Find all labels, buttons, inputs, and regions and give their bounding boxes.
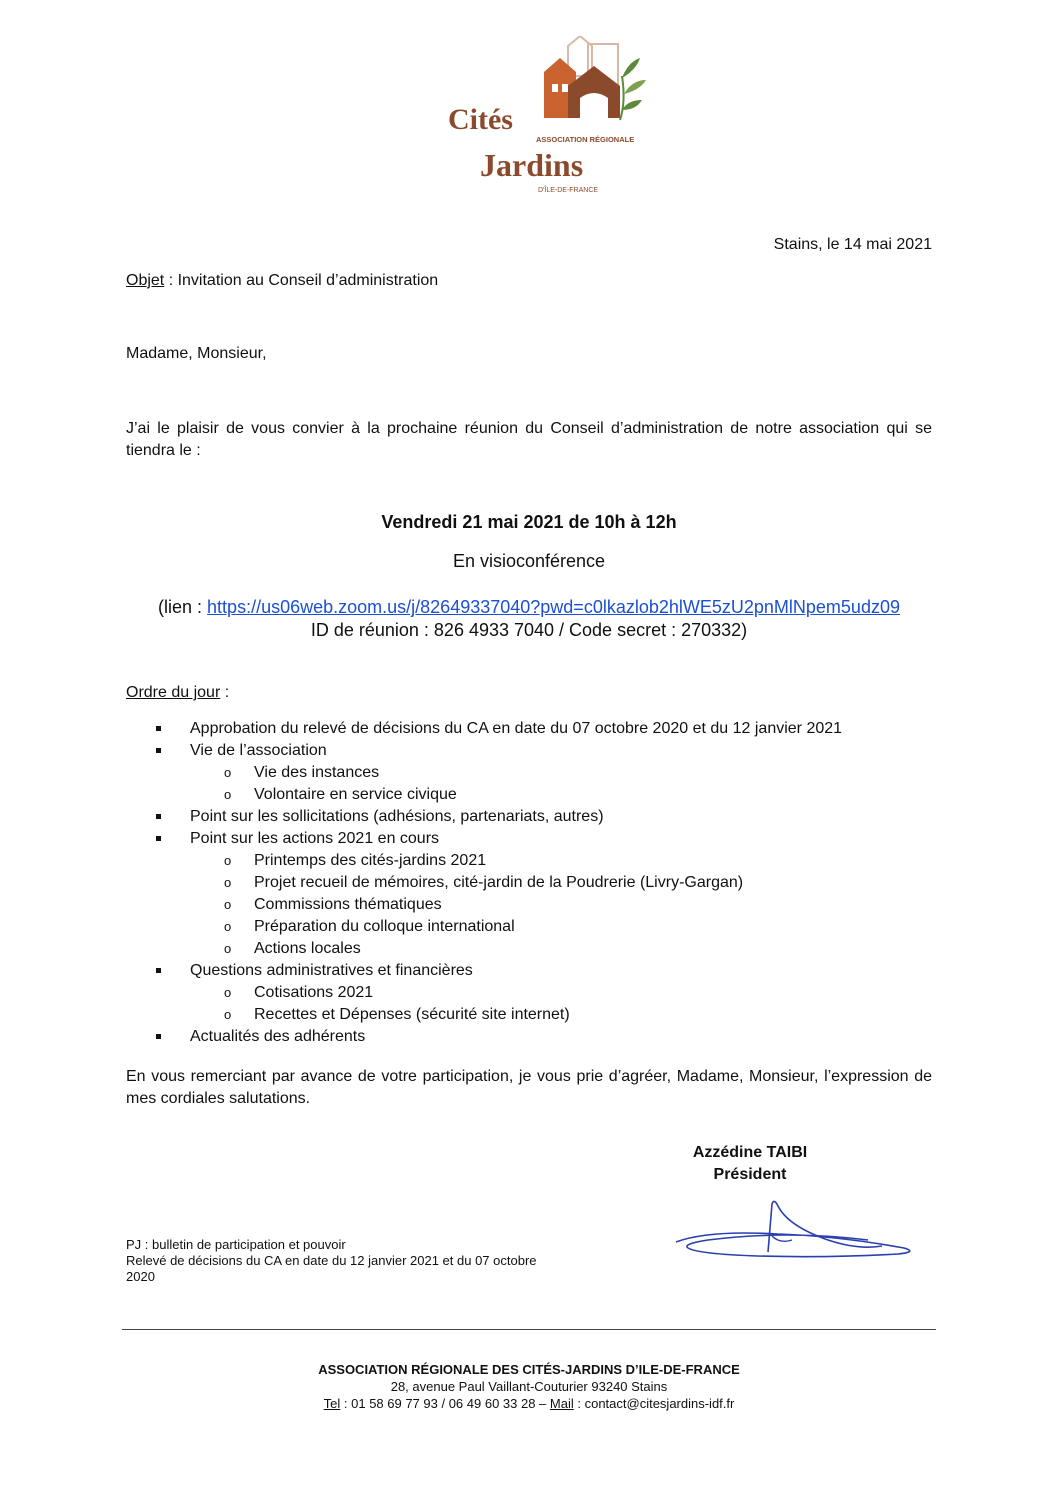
agenda-subitem-text: Volontaire en service civique — [254, 786, 457, 803]
agenda-subitem-text: Préparation du colloque international — [254, 918, 515, 935]
agenda-subitem — [126, 1004, 946, 1026]
circle-bullet-icon: o — [224, 853, 232, 868]
agenda-subitem-text: Printemps des cités-jardins 2021 — [254, 852, 487, 869]
agenda-item — [126, 960, 946, 982]
agenda-subitem-text: Actions locales — [254, 940, 361, 957]
mail-label: Mail — [549, 1396, 574, 1411]
footer — [0, 1361, 1058, 1412]
agenda-subitem-text: Projet recueil de mémoires, cité-jardin de la Poudrerie (Livry-Gargan) — [254, 874, 744, 891]
footer-address: 28, avenue Paul Vaillant-Couturier 93240 Stains — [390, 1379, 668, 1394]
agenda-item — [126, 828, 946, 850]
agenda-suffix: : — [220, 684, 230, 701]
square-bullet-icon — [156, 748, 161, 753]
logo-text-jardins: Jardins — [480, 147, 584, 183]
agenda-subitem — [126, 784, 946, 806]
closing-paragraph: En vous remerciant par avance de votre participation, je vous prie d’agréer, Madame, Monsieur, l’expression de mes cordiales salutations. — [126, 1068, 932, 1107]
agenda-subitem-text: Vie des instances — [254, 764, 380, 781]
logo-text-association: ASSOCIATION RÉGIONALE — [536, 135, 635, 144]
agenda-item — [126, 740, 946, 762]
agenda-subitem — [126, 762, 946, 784]
association-logo — [440, 36, 650, 206]
zoom-link[interactable]: https://us06web.zoom.us/j/82649337040?pwd=c0lkazlob2hlWE5zU2pnMlNpem5udz09 — [207, 597, 900, 617]
square-bullet-icon — [156, 836, 161, 841]
link-prefix: (lien : — [158, 597, 208, 617]
meeting-date: Vendredi 21 mai 2021 de 10h à 12h — [381, 512, 677, 532]
agenda-item-text: Vie de l’association — [190, 742, 327, 759]
footer-org: ASSOCIATION RÉGIONALE DES CITÉS-JARDINS D’ILE-DE-FRANCE — [318, 1362, 740, 1377]
square-bullet-icon — [156, 726, 161, 731]
circle-bullet-icon: o — [224, 919, 232, 934]
agenda-item-text: Approbation du relevé de décisions du CA en date du 07 octobre 2020 et du 12 janvier 2021 — [190, 720, 843, 737]
circle-bullet-icon: o — [224, 985, 232, 1000]
agenda-subitem — [126, 982, 946, 1004]
salutation: Madame, Monsieur, — [126, 345, 267, 362]
agenda-item — [126, 718, 946, 740]
handwritten-signature — [668, 1196, 920, 1268]
footer-contact — [0, 1395, 1058, 1412]
subject-text: : Invitation au Conseil d’administration — [164, 272, 439, 289]
attachment-item: PJ : bulletin de participation et pouvoir — [126, 1237, 346, 1252]
square-bullet-icon — [156, 814, 161, 819]
agenda-list — [126, 718, 946, 1048]
attachment-item: Relevé de décisions du CA en date du 12 janvier 2021 et du 07 octobre 2020 — [126, 1253, 537, 1284]
agenda-subitem-text: Cotisations 2021 — [254, 984, 374, 1001]
tel-value: : 01 58 69 77 93 / 06 49 60 33 28 – — [340, 1396, 550, 1411]
square-bullet-icon — [156, 968, 161, 973]
signatory-name: Azzédine TAIBI — [692, 1144, 808, 1161]
circle-bullet-icon: o — [224, 765, 232, 780]
logo-text-cites: Cités — [448, 103, 513, 136]
mail-value: : contact@citesjardins-idf.fr — [573, 1396, 735, 1411]
agenda-heading — [126, 684, 229, 702]
agenda-item-text: Questions administratives et financières — [190, 962, 473, 979]
circle-bullet-icon: o — [224, 897, 232, 912]
agenda-subitem — [126, 938, 946, 960]
meeting-ids: ID de réunion : 826 4933 7040 / Code secret : 270332) — [310, 620, 748, 640]
circle-bullet-icon: o — [224, 787, 232, 802]
agenda-label: Ordre du jour — [126, 684, 221, 701]
agenda-item-text: Point sur les sollicitations (adhésions, partenariats, autres) — [190, 808, 604, 825]
logo-text-region: D'ÎLE-DE-FRANCE — [538, 187, 599, 194]
agenda-subitem — [126, 850, 946, 872]
signatory-title: Président — [713, 1166, 787, 1183]
circle-bullet-icon: o — [224, 941, 232, 956]
subject-label: Objet — [126, 272, 165, 289]
signatory-block — [660, 1142, 840, 1186]
letter-subject — [126, 272, 438, 290]
footer-divider — [122, 1329, 936, 1330]
agenda-item — [126, 1026, 946, 1048]
square-bullet-icon — [156, 1034, 161, 1039]
tel-label: Tel — [323, 1396, 341, 1411]
agenda-subitem — [126, 894, 946, 916]
agenda-subitem — [126, 872, 946, 894]
agenda-item — [126, 806, 946, 828]
agenda-subitem-text: Commissions thématiques — [254, 896, 442, 913]
agenda-item-text: Point sur les actions 2021 en cours — [190, 830, 440, 847]
agenda-item-text: Actualités des adhérents — [190, 1028, 366, 1045]
agenda-subitem — [126, 916, 946, 938]
intro-paragraph: J’ai le plaisir de vous convier à la prochaine réunion du Conseil d’administration de notre association qui se tiendra le : — [126, 420, 932, 459]
agenda-subitem-text: Recettes et Dépenses (sécurité site internet) — [254, 1006, 570, 1023]
meeting-mode: En visioconférence — [452, 551, 606, 571]
circle-bullet-icon: o — [224, 1007, 232, 1022]
attachments — [126, 1237, 546, 1285]
meeting-link-block — [0, 596, 1058, 642]
circle-bullet-icon: o — [224, 875, 232, 890]
letter-date: Stains, le 14 mai 2021 — [773, 236, 932, 253]
